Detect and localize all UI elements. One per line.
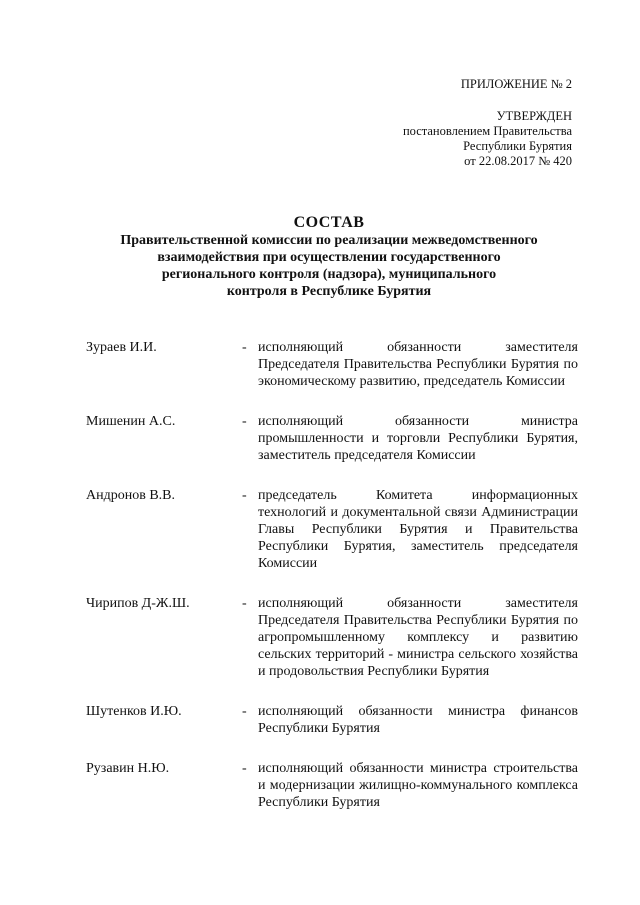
member-dash: - <box>242 414 247 429</box>
member-role: исполняющий обязанности министра промышленности и торговли Республики Бурятия, заместитель председателя Комиссии <box>258 414 578 463</box>
member-name: Рузавин Н.Ю. <box>86 761 170 776</box>
member-name: Шутенков И.Ю. <box>86 704 182 719</box>
member-dash: - <box>242 488 247 503</box>
member-name: Мишенин А.С. <box>86 414 176 429</box>
member-name: Чирипов Д-Ж.Ш. <box>86 596 190 611</box>
member-entry <box>86 339 578 390</box>
document-title <box>80 213 578 300</box>
appendix-label <box>461 77 572 92</box>
member-role: председатель Комитета информационных технологий и документальной связи Администрации Главы Республики Бурятия и Правительства Республики Бурятия, заместитель председателя Комиссии <box>258 488 578 571</box>
title-main: СОСТАВ <box>293 214 365 231</box>
title-line: Правительственной комиссии по реализации межведомственного <box>120 233 538 248</box>
member-entry <box>86 703 578 737</box>
member-role: исполняющий обязанности министра строительства и модернизации жилищно-коммунального комплекса Республики Бурятия <box>258 761 578 810</box>
member-dash: - <box>242 761 247 776</box>
member-entry <box>86 487 578 572</box>
approval-line: постановлением Правительства <box>402 124 572 138</box>
member-name: Андронов В.В. <box>86 488 176 503</box>
member-dash: - <box>242 596 247 611</box>
title-line: взаимодействия при осуществлении государственного <box>157 250 501 265</box>
approval-line: УТВЕРЖДЕН <box>496 109 572 123</box>
member-dash: - <box>242 340 247 355</box>
approval-line: от 22.08.2017 № 420 <box>464 154 572 168</box>
approval-line: Республики Бурятия <box>463 139 572 153</box>
member-entry <box>86 760 578 811</box>
title-line: регионального контроля (надзора), муниципального <box>161 267 497 282</box>
appendix-text: ПРИЛОЖЕНИЕ № 2 <box>460 77 572 91</box>
member-role: исполняющий обязанности заместителя Председателя Правительства Республики Бурятия по экономическому развитию, председатель Комиссии <box>258 340 578 389</box>
title-line: контроля в Республике Бурятия <box>226 284 432 299</box>
member-entry <box>86 595 578 680</box>
member-dash: - <box>242 704 247 719</box>
member-role: исполняющий обязанности министра финансов Республики Бурятия <box>258 704 578 736</box>
member-role: исполняющий обязанности заместителя Председателя Правительства Республики Бурятия по агропромышленному комплексу и развитию сельских территорий - министра сельского хозяйства и продовольствия Республики Бурятия <box>258 596 578 679</box>
approval-block <box>403 109 572 169</box>
member-name: Зураев И.И. <box>86 340 157 355</box>
member-entry <box>86 413 578 464</box>
members-list <box>86 339 578 834</box>
